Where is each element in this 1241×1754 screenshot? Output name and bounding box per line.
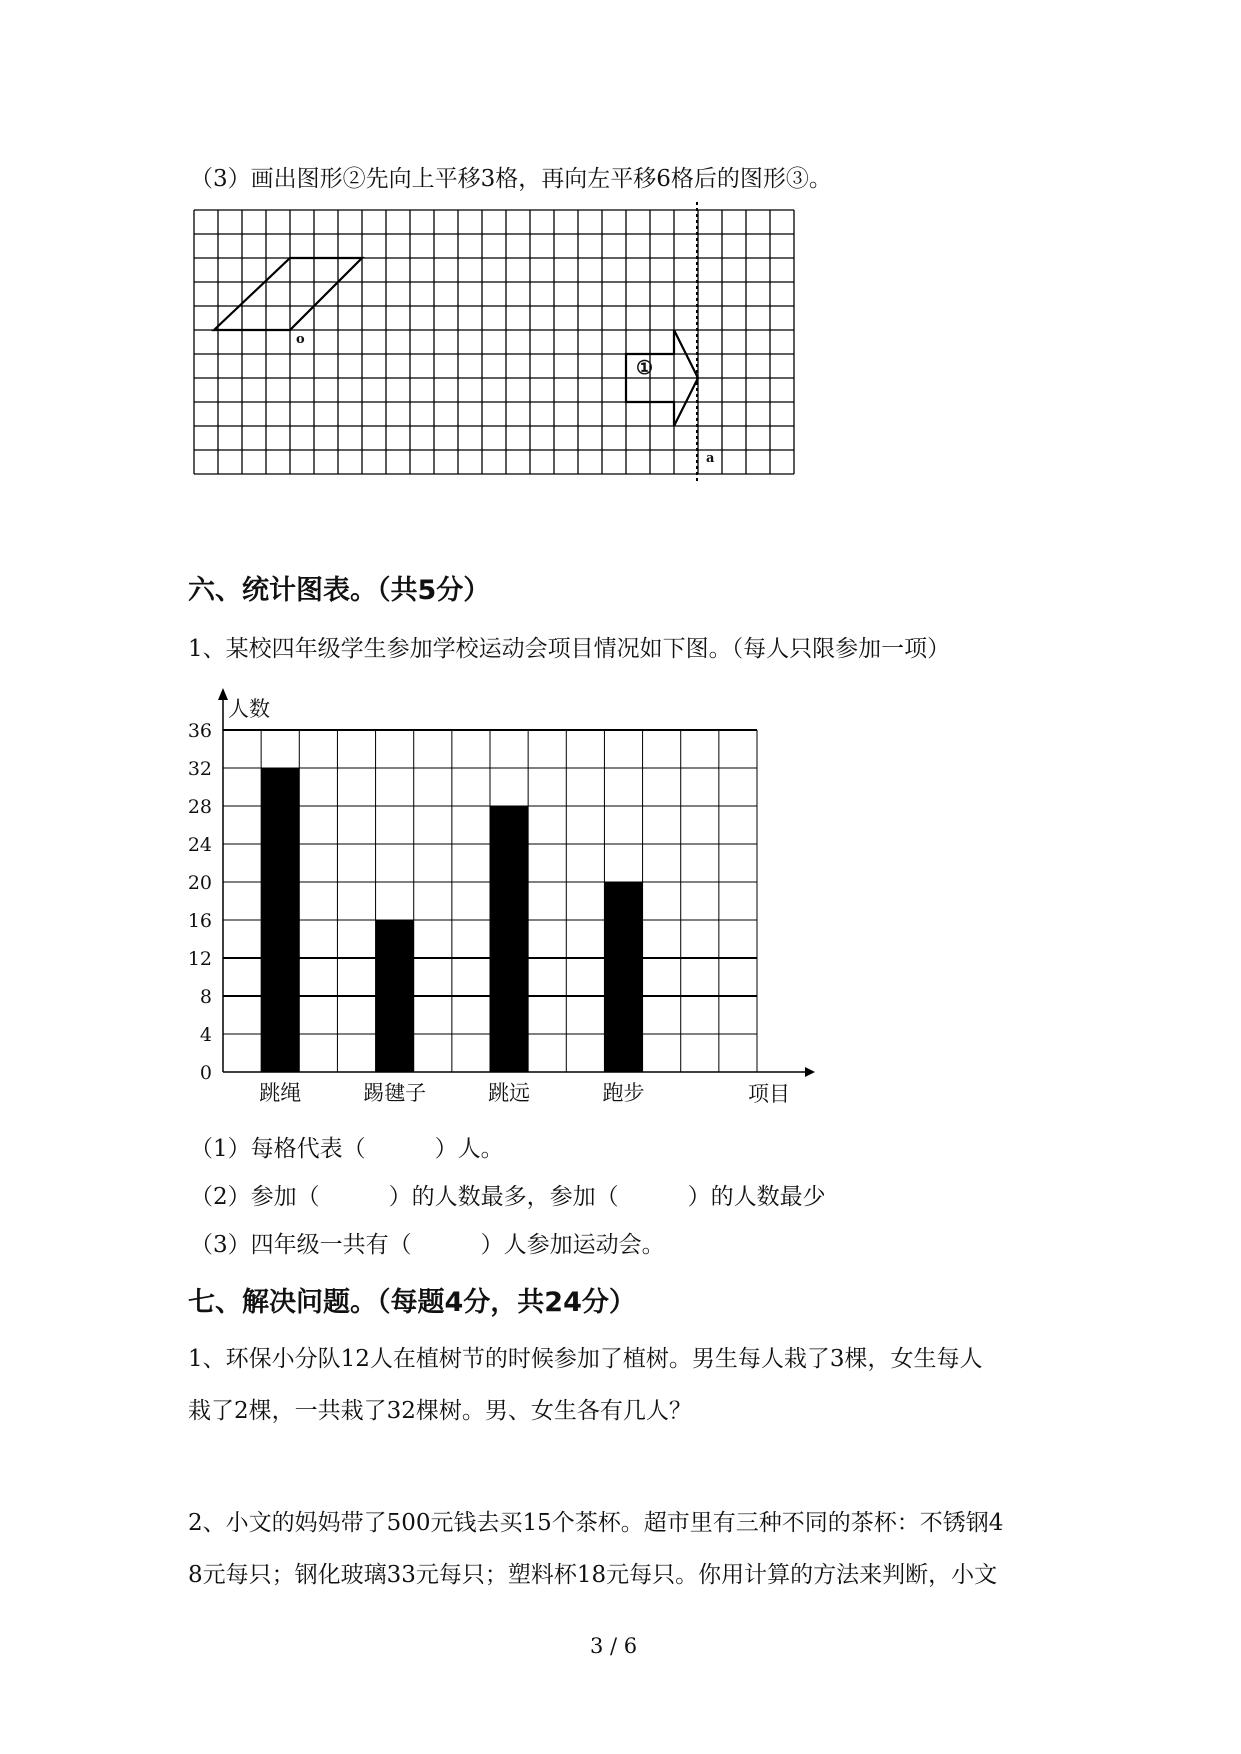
section-6-heading: 六、统计图表。（共5分） [188,575,491,606]
label-o: o [296,332,305,347]
chart-y-axis-label: 人数 [228,697,270,721]
section-7-question-1-line-2: 栽了2棵，一共栽了32棵树。男、女生各有几人？ [188,1398,692,1424]
y-tick-label: 36 [187,720,212,742]
section-6-sub-1: （1）每格代表（ ）人。 [190,1136,504,1162]
y-tick-label: 0 [199,1062,212,1084]
section-7-heading: 七、解决问题。（每题4分，共24分） [188,1287,636,1318]
x-category-label: 跳绳 [259,1081,302,1105]
y-tick-label: 24 [187,834,212,856]
section-7-question-1-line-1: 1、环保小分队12人在植树节的时候参加了植树。男生每人栽了3棵，女生每人 [188,1346,983,1372]
y-tick-label: 8 [199,986,212,1008]
y-tick-label: 4 [199,1024,212,1046]
bar-3 [490,806,528,1072]
x-category-label: 踢毽子 [363,1081,427,1105]
x-category-label: 跑步 [602,1081,645,1105]
section-6-question-1: 1、某校四年级学生参加学校运动会项目情况如下图。（每人只限参加一项） [188,636,951,662]
y-tick-label: 16 [187,910,212,932]
y-axis-arrow-icon [218,688,228,700]
chart-x-axis-label: 项目 [748,1082,790,1106]
bar-2 [376,920,414,1072]
question-5-3-text: （3）画出图形②先向上平移3格，再向左平移6格后的图形③。 [190,166,832,192]
x-axis-arrow-icon [805,1067,815,1077]
bar-4 [604,882,642,1072]
label-circle-1: ① [636,357,654,379]
section-6-sub-3: （3）四年级一共有（ ）人参加运动会。 [190,1232,665,1258]
y-tick-label: 12 [187,948,212,970]
section-7-question-2-line-1: 2、小文的妈妈带了500元钱去买15个茶杯。超市里有三种不同的茶杯：不锈钢4 [188,1510,1004,1536]
y-tick-label: 20 [187,872,212,894]
bar-1 [261,768,299,1072]
x-category-label: 跳远 [488,1081,531,1105]
y-tick-label: 28 [187,796,212,818]
y-tick-label: 32 [187,758,212,780]
section-7-question-2-line-2: 8元每只；钢化玻璃33元每只；塑料杯18元每只。你用计算的方法来判断，小文 [188,1562,998,1588]
label-a: a [706,451,715,466]
section-6-sub-2: （2）参加（ ）的人数最多，参加（ ）的人数最少 [190,1184,826,1210]
page-number: 3 / 6 [590,1634,638,1658]
